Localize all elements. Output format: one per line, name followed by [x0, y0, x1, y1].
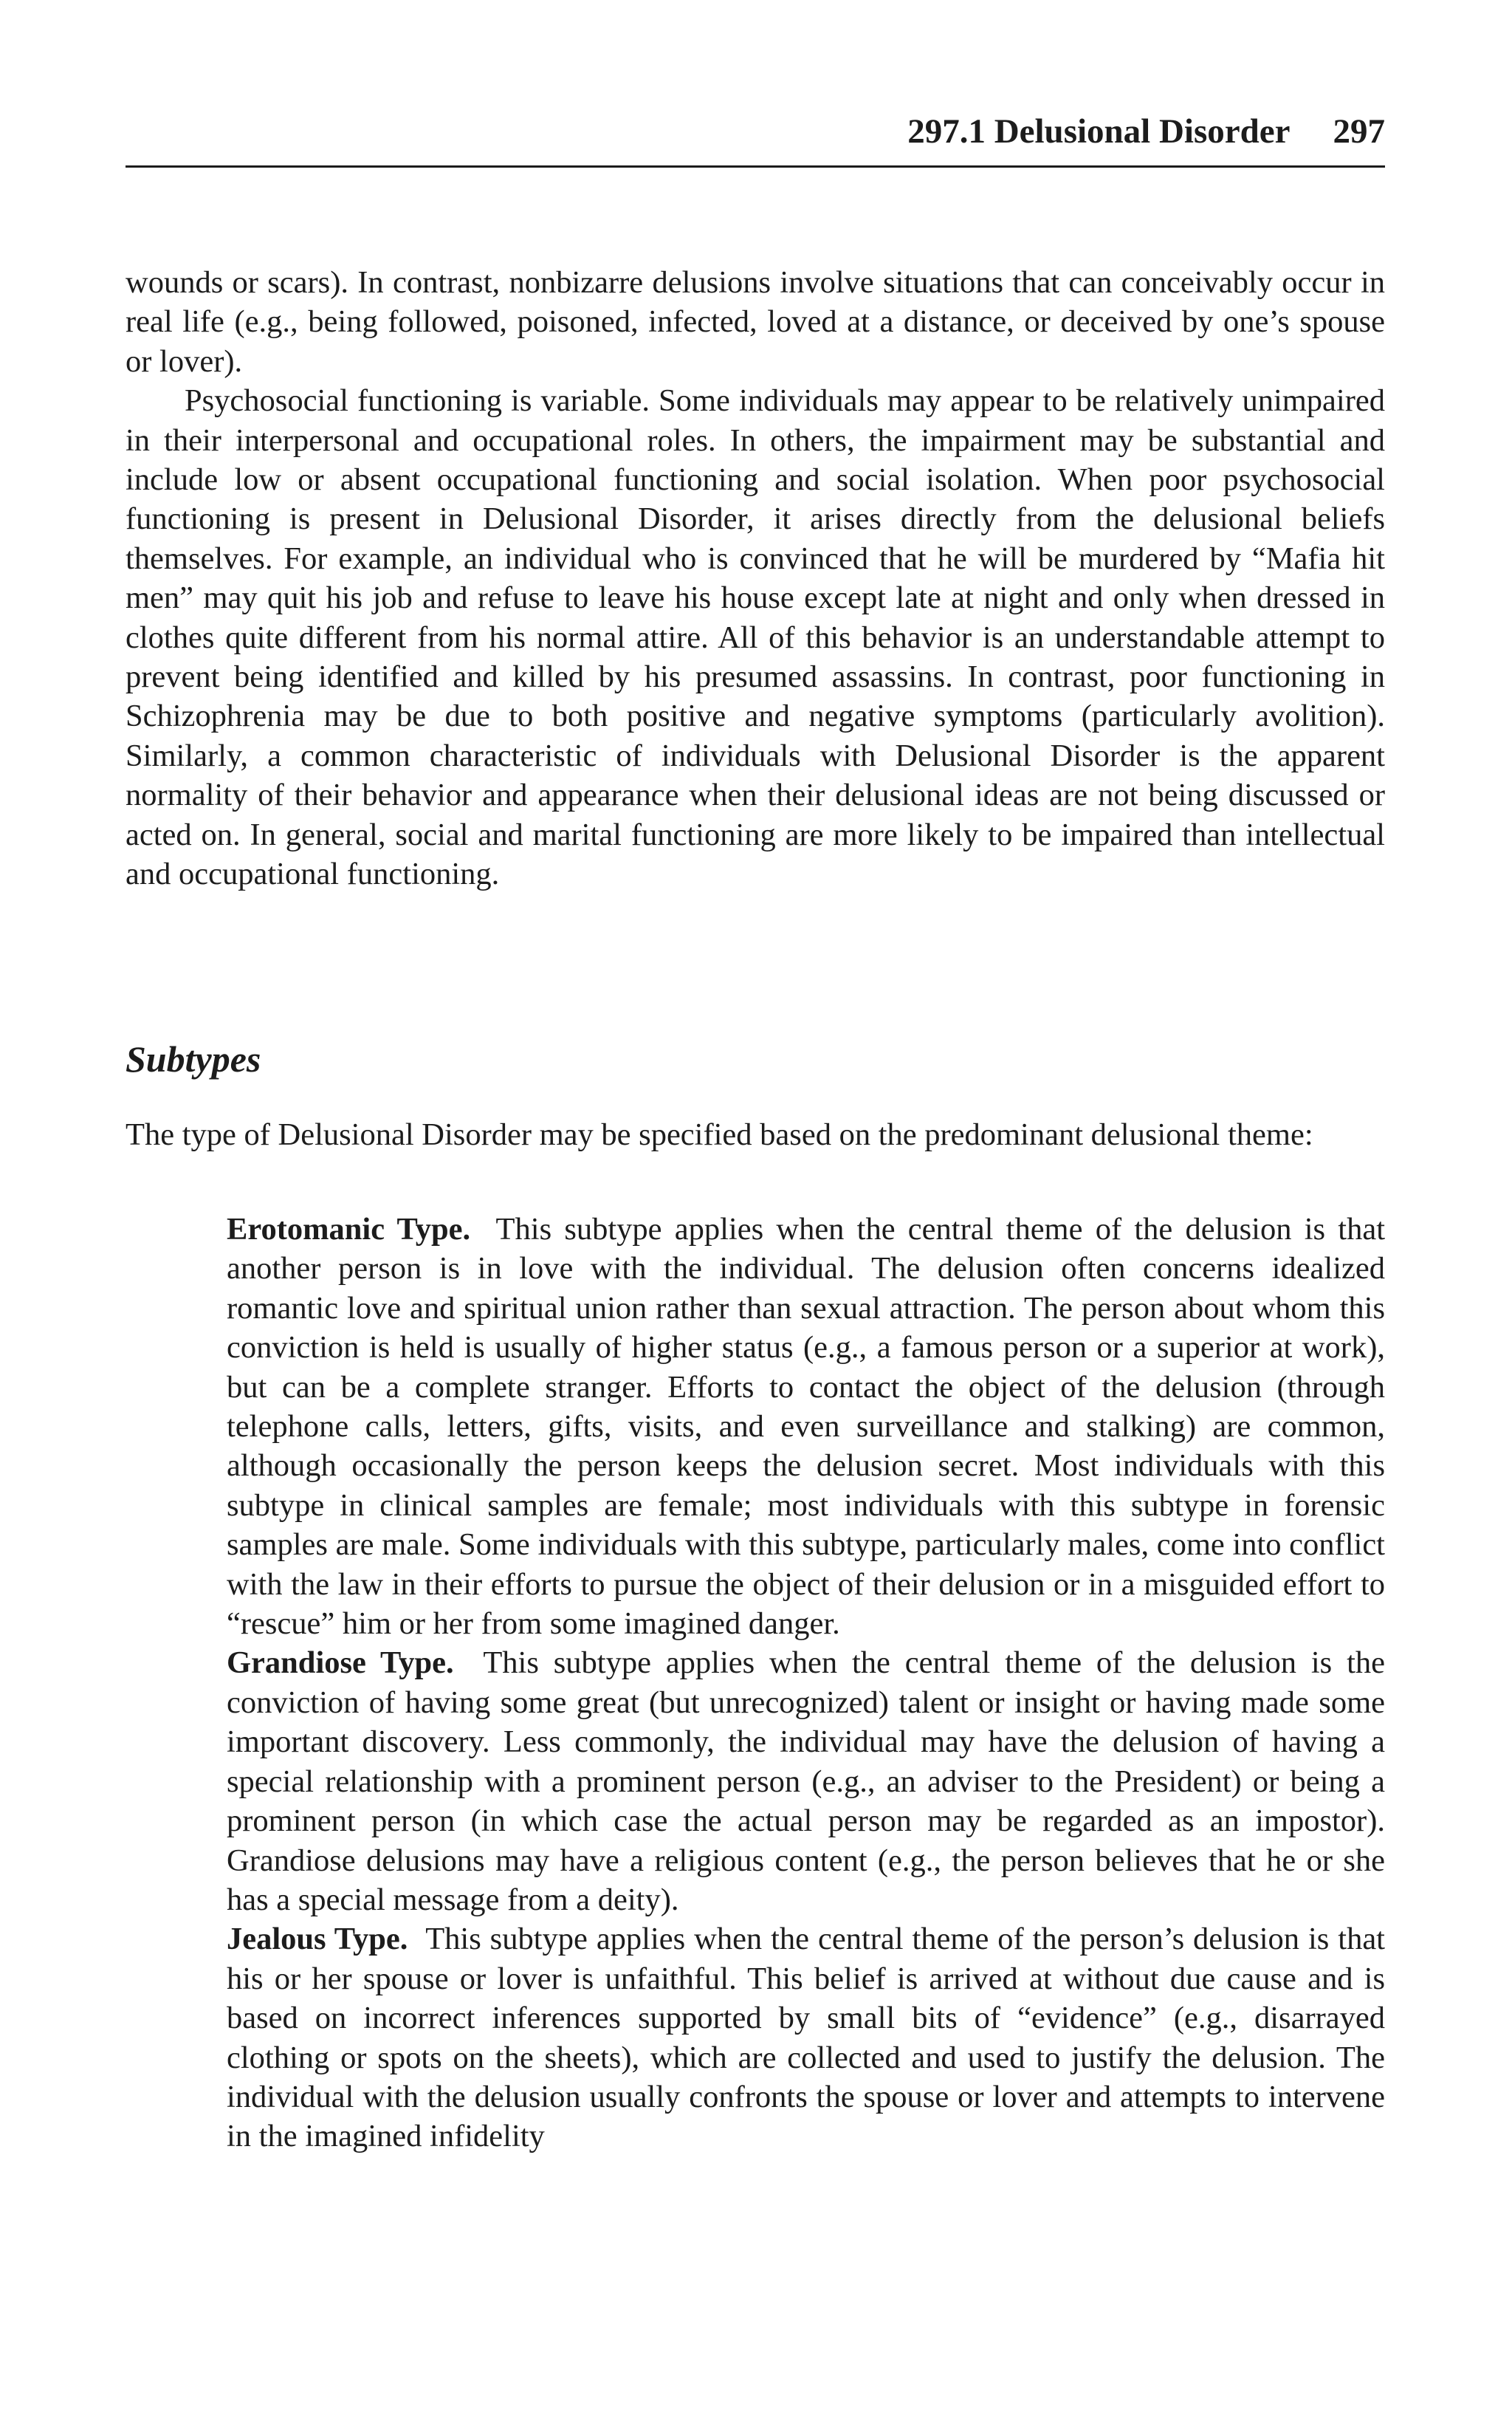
subtypes-intro-paragraph: The type of Delusional Disorder may be specified based on the predominant delusional theme:	[126, 1117, 1313, 1152]
paragraph-psychosocial-functioning: Psychosocial functioning is variable. Some individuals may appear to be relatively unimpaired in their interpersonal and occupational roles. In others, the impairment may be substantial and include low or absent occupational functioning and social isolation. When poor psychosocial functioning is present in Delusional Disorder, it arises directly from the delusional beliefs themselves. For example, an individual who is convinced that he will be murdered by “Mafia hit men” may quit his job and refuse to leave his house except late at night and only when dressed in clothes quite different from his normal attire. All of this behavior is an understandable attempt to prevent being identified and killed by his presumed assassins. In contrast, poor functioning in Schizophrenia may be due to both positive and negative symptoms (particularly avolition). Similarly, a common characteristic of individuals with Delusional Disorder is the apparent normality of their behavior and appearance when their delusional ideas are not being discussed or acted on. In general, social and marital functioning are more likely to be impaired than intellectual and occupational functioning.	[126, 383, 1385, 892]
running-head-title: 297.1 Delusional Disorder	[907, 112, 1291, 151]
subtype-term: Grandiose Type.	[227, 1645, 454, 1681]
subtype-term: Erotomanic Type.	[227, 1212, 471, 1247]
subtype-grandiose	[227, 1643, 1385, 1919]
subtype-jealous	[227, 1919, 1385, 2156]
page-number: 297	[1333, 112, 1385, 151]
subtype-erotomanic	[227, 1210, 1385, 1643]
header-rule	[126, 165, 1385, 168]
subtype-description: This subtype applies when the central theme of the person’s delusion is that his or her spouse or lover is unfaithful. This belief is arrived at without due cause and is based on incorrect inferences supported by small bits of “evidence” (e.g., disarrayed clothing or spots on the sheets), which are collected and used to justify the delusion. The individual with the delusion usually confronts the spouse or lover and attempts to intervene in the imagined infidelity	[227, 1922, 1385, 2154]
intro-text	[126, 263, 1385, 894]
running-head	[126, 109, 1385, 154]
subtype-list	[227, 1210, 1385, 2156]
subtype-term: Jealous Type.	[227, 1922, 408, 1957]
subtypes-intro-text	[126, 1115, 1385, 1154]
paragraph-continued: wounds or scars). In contrast, nonbizarre delusions involve situations that can conceivably occur in real life (e.g., being followed, poisoned, infected, loved at a distance, or deceived by one’s spouse or lover).	[126, 265, 1385, 379]
section-heading-subtypes: Subtypes	[126, 1038, 261, 1080]
subtype-description: This subtype applies when the central theme of the delusion is the conviction of having some great (but unrecognized) talent or insight or having made some important discovery. Less commonly, the individual may have the delusion of having a special relationship with a prominent person (e.g., an adviser to the President) or being a prominent person (in which case the actual person may be regarded as an impostor). Grandiose delusions may have a religious content (e.g., the person believes that he or she has a special message from a deity).	[227, 1645, 1385, 1917]
subtype-description: This subtype applies when the central theme of the delusion is that another person is in love with the individual. The delusion often concerns idealized romantic love and spiritual union rather than sexual attraction. The person about whom this conviction is held is usually of higher status (e.g., a famous person or a superior at work), but can be a complete stranger. Efforts to contact the object of the delusion (through telephone calls, letters, gifts, visits, and even surveillance and stalking) are common, although occasionally the person keeps the delusion secret. Most individuals with this subtype in clinical samples are female; most individuals with this subtype in forensic samples are male. Some individuals with this subtype, particularly males, come into conflict with the law in their efforts to pursue the object of their delusion or in a misguided effort to “rescue” him or her from some imagined danger.	[227, 1212, 1386, 1642]
